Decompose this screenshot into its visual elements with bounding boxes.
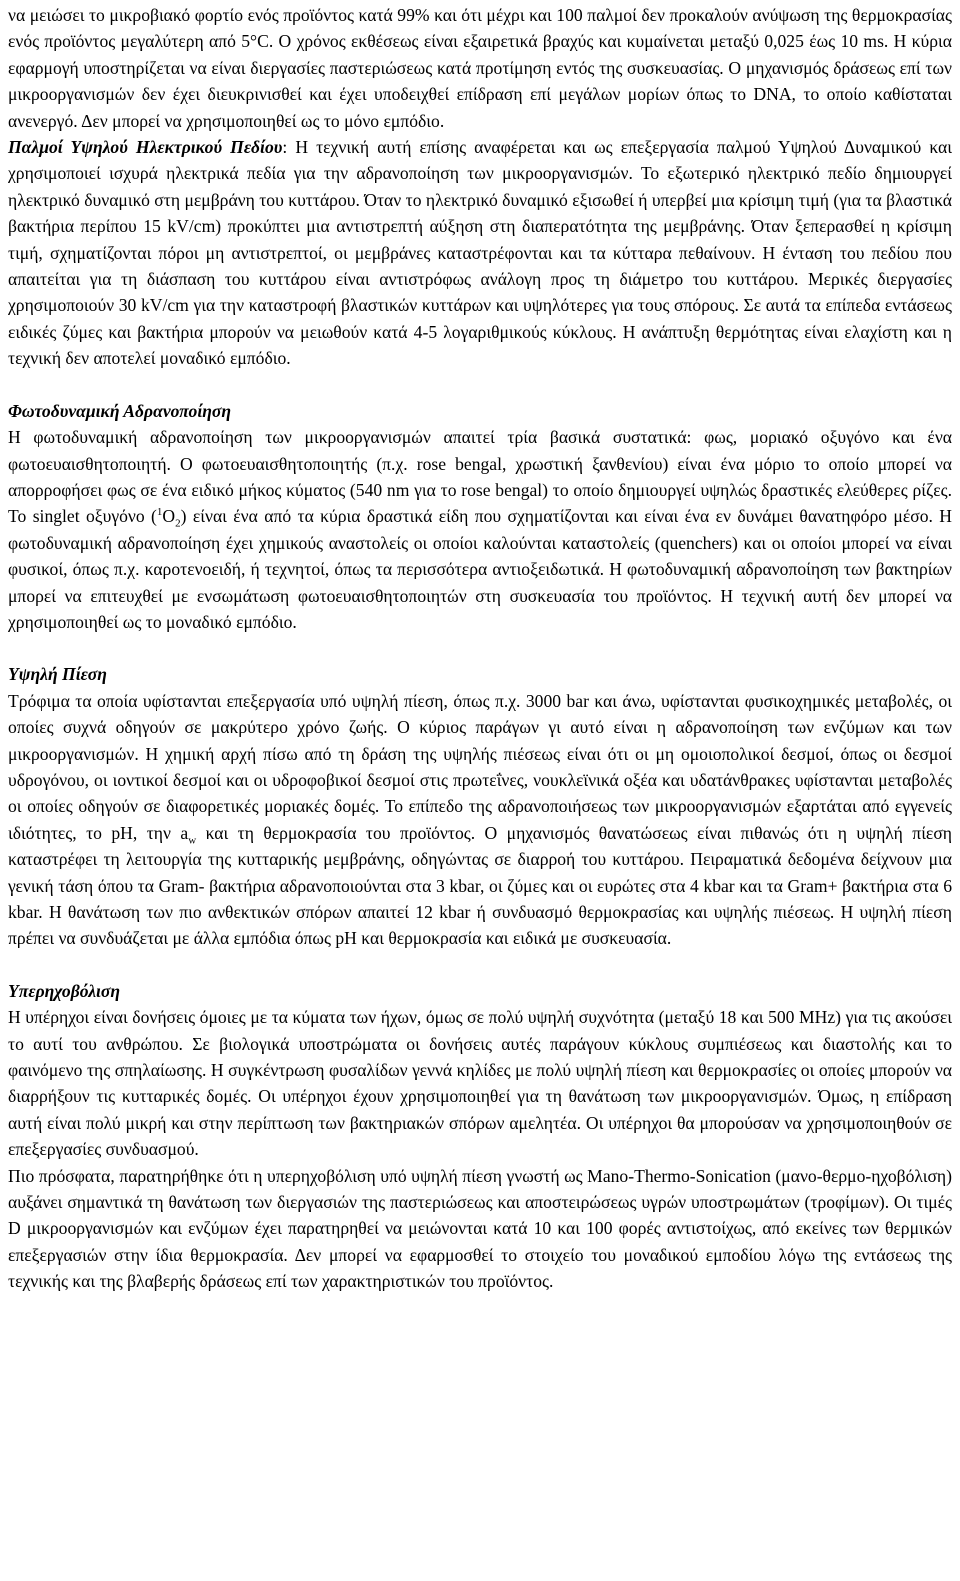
photodynamic-heading: Φωτοδυναμική Αδρανοποίηση bbox=[8, 400, 232, 421]
oxygen-subscript: 2 bbox=[175, 517, 181, 530]
high-pressure-text-1: Τρόφιμα τα οποία υφίστανται επεξεργασία υπό υψηλή πίεση, όπως π.χ. 3000 bar και άνω, υφίστανται φυσικοχημικές μεταβολές, οι οποίες συχνά οδηγούν σε μακρύτερο χρόνο ζωής. Ο κύριος παράγων γι αυτό είναι η αδρανοποίηση των ενζύμων και των μικροοργανισμών. Η χημική αρχή πίσω από τη δράση της υψηλής πιέσεως είναι ότι οι μη ομοιοπολικοί δεσμοί, όπως οι δεσμοί υδρογόνου, οι ιοντικοί δεσμοί και οι υδροφοβικοί δεσμοί στις πρωτεΐνες, νουκλεϊνικά οξέα και υδατάνθρακες υφίστανται μεταβολές οι οποίες οδηγούν σε διαφορετικές μοριακές δομές. Το επίπεδο της αδρανοποιήσεως των μικροοργανισμών εξαρτάται από εγγενείς ιδιότητες, το pH, την a bbox=[8, 690, 952, 843]
photodynamic-paragraph bbox=[8, 424, 952, 635]
oxygen-letter: O bbox=[162, 506, 176, 527]
high-pressure-paragraph bbox=[8, 688, 952, 952]
section-gap bbox=[8, 952, 952, 978]
ultrasound-heading: Υπερηχοβόλιση bbox=[8, 980, 121, 1001]
section-gap bbox=[8, 635, 952, 661]
high-pressure-heading: Υψηλή Πίεση bbox=[8, 664, 107, 685]
pulsed-field-term: Παλμοί Υψηλού Ηλεκτρικού Πεδίου bbox=[8, 137, 283, 158]
section-gap bbox=[8, 372, 952, 398]
singlet-superscript: 1 bbox=[156, 506, 163, 519]
photodynamic-text-1: Η φωτοδυναμική αδρανοποίηση των μικροοργανισμών απαιτεί τρία βασικά συστατικά: φως, μοριακό οξυγόνο και ένα φωτοευαισθητοποιητή. Ο φωτοευαισθητοποιητής (π.χ. rose bengal, χρωστική ξανθενίου) είναι ένα μόριο το οποίο μπορεί να απορροφήσει φως σε ένα ειδικό μήκος κύματος (540 nm για το rose bengal) το οποίο δημιουργεί υψηλώς δραστικές ελεύθερες ρίζες. Το singlet οξυγόνο ( bbox=[8, 427, 952, 527]
intro-paragraph: να μειώσει το μικροβιακό φορτίο ενός προϊόντος κατά 99% και ότι μέχρι και 100 παλμοί δεν προκαλούν ανύψωση της θερμοκρασίας ενός προϊόντος μεγαλύτερη από 5°C. Ο χρόνος εκθέσεως είναι εξαιρετικά βραχύς και κυμαίνεται μεταξύ 0,025 έως 10 ms. Η κύρια εφαρμογή υποστηρίζεται να είναι διεργασίες παστεριώσεως κατά προτίμηση εντός της συσκευασίας. Ο μηχανισμός δράσεως επί των μικροοργανισμών δεν έχει διευκρινισθεί και έχει υποδειχθεί επίδραση επί μεγάλων μορίων όπως το DNA, το οποίο καθίσταται ανενεργό. Δεν μπορεί να χρησιμοποιηθεί ως το μόνο εμπόδιο. bbox=[8, 5, 952, 131]
ultrasound-paragraph-2: Πιο πρόσφατα, παρατηρήθηκε ότι η υπερηχοβόλιση υπό υψηλή πίεση γνωστή ως Mano-Thermo-Sonication (μανο-θερμο-ηχοβόλιση) αυξάνει σημαντικά τη θανάτωση των διεργασιών της παστεριώσεως και αποστειρώσεως υγρών υποστρωμάτων (τροφίμων). Οι τιμές D μικροοργανισμών και ενζύμων έχει παρατηρηθεί να μειώνονται κατά 10 και 100 φορές αντιστοίχως, από εκείνες των θερμικών επεξεργασιών στην ίδια θερμοκρασία. Δεν μπορεί να εφαρμοσθεί το στοιχείο του μοναδικού εμποδίου λόγω της εντάσεως της τεχνικής και της βλαβερής δράσεως επί των χαρακτηριστικών του προϊόντος. bbox=[8, 1165, 952, 1292]
high-pressure-text-2: και τη θερμοκρασία του προϊόντος. Ο μηχανισμός θανατώσεως είναι πιθανώς ότι η υψηλή πίεση καταστρέφει τη λειτουργία της κυτταρικής μεμβράνης, οδηγώντας σε διαρροή του κυττάρου. Πειραματικά δεδομένα δείχνουν μια γενική τάση όπου τα Gram- βακτήρια αδρανοποιούνται στα 3 kbar, οι ζύμες και οι ευρώτες στα 4 kbar και τα Gram+ βακτήρια στα 6 kbar. Η θανάτωση των πιο ανθεκτικών σπόρων απαιτεί 12 kbar ή συνδυασμό θερμοκρασίας και υψηλής πιέσεως. Η υψηλή πίεση πρέπει να συνδυάζεται με άλλα εμπόδια όπως pH και θερμοκρασία και ειδικά με συσκευασία. bbox=[8, 822, 952, 949]
photodynamic-text-2: ) είναι ένα από τα κύρια δραστικά είδη που σχηματίζονται και είναι ένα εν δυνάμει θανατηφόρο μέσο. Η φωτοδυναμική αδρανοποίηση έχει χημικούς αναστολείς οι οποίοι καλούνται καταστολείς (quenchers) και οι οποίοι μπορεί να είναι φυσικοί, όπως π.χ. καροτενοειδή, ή τεχνητοί, όπως τα περισσότερα αντιοξειδωτικά. Η φωτοδυναμική αδρανοποίηση των βακτηρίων μπορεί να επιτευχθεί με ενσωμάτωση φωτοευαισθητοποιητών στη συσκευασία του προϊόντος. Η τεχνική αυτή δεν μπορεί να χρησιμοποιηθεί ως το μοναδικό εμπόδιο. bbox=[8, 506, 952, 632]
water-activity-subscript: w bbox=[188, 834, 197, 847]
pulsed-field-text: : Η τεχνική αυτή επίσης αναφέρεται και ως επεξεργασία παλμού Υψηλού Δυναμικού και χρησιμοποιεί ισχυρά ηλεκτρικά πεδία για την αδρανοποίηση των μικροοργανισμών. Το εξωτερικό ηλεκτρικό πεδίο δημιουργεί ηλεκτρικό δυναμικό στη μεμβράνη του κυττάρου. Όταν το ηλεκτρικό δυναμικό εξισωθεί ή υπερβεί μια κρίσιμη τιμή (για τα βλαστικά βακτήρια περίπου 15 kV/cm) προκύπτει μια αντιστρεπτή αύξηση στη διαπερατότητα της μεμβράνης. Όταν ξεπερασθεί η κρίσιμη τιμή, σχηματίζονται πόροι μη αντιστρεπτοί, οι μεμβράνες καταστρέφονται και τα κύτταρα πεθαίνουν. Η ένταση του πεδίου που απαιτείται για τη διάσπαση του κυττάρου είναι αντιστρόφως ανάλογη προς τη διάμετρο του κυττάρου. Μερικές διεργασίες χρησιμοποιούν 30 kV/cm για την καταστροφή βλαστικών κυττάρων και υψηλότερες για τους σπόρους. Σε αυτά τα επίπεδα εντάσεως ειδικές ζύμες και βακτήρια μπορούν να μειωθούν κατά 4-5 λογαριθμικούς κύκλους. Η ανάπτυξη θερμότητας είναι ελαχίστη και η τεχνική δεν αποτελεί μοναδικό εμπόδιο. bbox=[8, 137, 952, 369]
ultrasound-paragraph-1: Η υπέρηχοι είναι δονήσεις όμοιες με τα κύματα των ήχων, όμως σε πολύ υψηλή συχνότητα (μεταξύ 18 και 500 MHz) για τις ακούσει το αυτί του ανθρώπου. Σε βιολογικά υποστρώματα οι δονήσεις αυτές παράγουν κύκλους συμπιέσεως και διαστολής και το φαινόμενο της σπηλαίωσης. Η συγκέντρωση φυσαλίδων γεννά κηλίδες με πολύ υψηλή πίεση και θερμοκρασίες οι οποίες μπορούν να διαρρήξουν τις κυτταρικές δομές. Οι υπέρηχοι έχουν χρησιμοποιηθεί για τη θανάτωση των μικροοργανισμών. Όμως, η επίδραση αυτή είναι πολύ μικρή και στην περίπτωση των βακτηριακών σπόρων αμελητέα. Οι υπέρηχοι θα μπορούσαν να χρησιμοποιηθούν σε επεξεργασίες συνδυασμού. bbox=[8, 1007, 952, 1160]
pulsed-field-paragraph bbox=[8, 134, 952, 372]
